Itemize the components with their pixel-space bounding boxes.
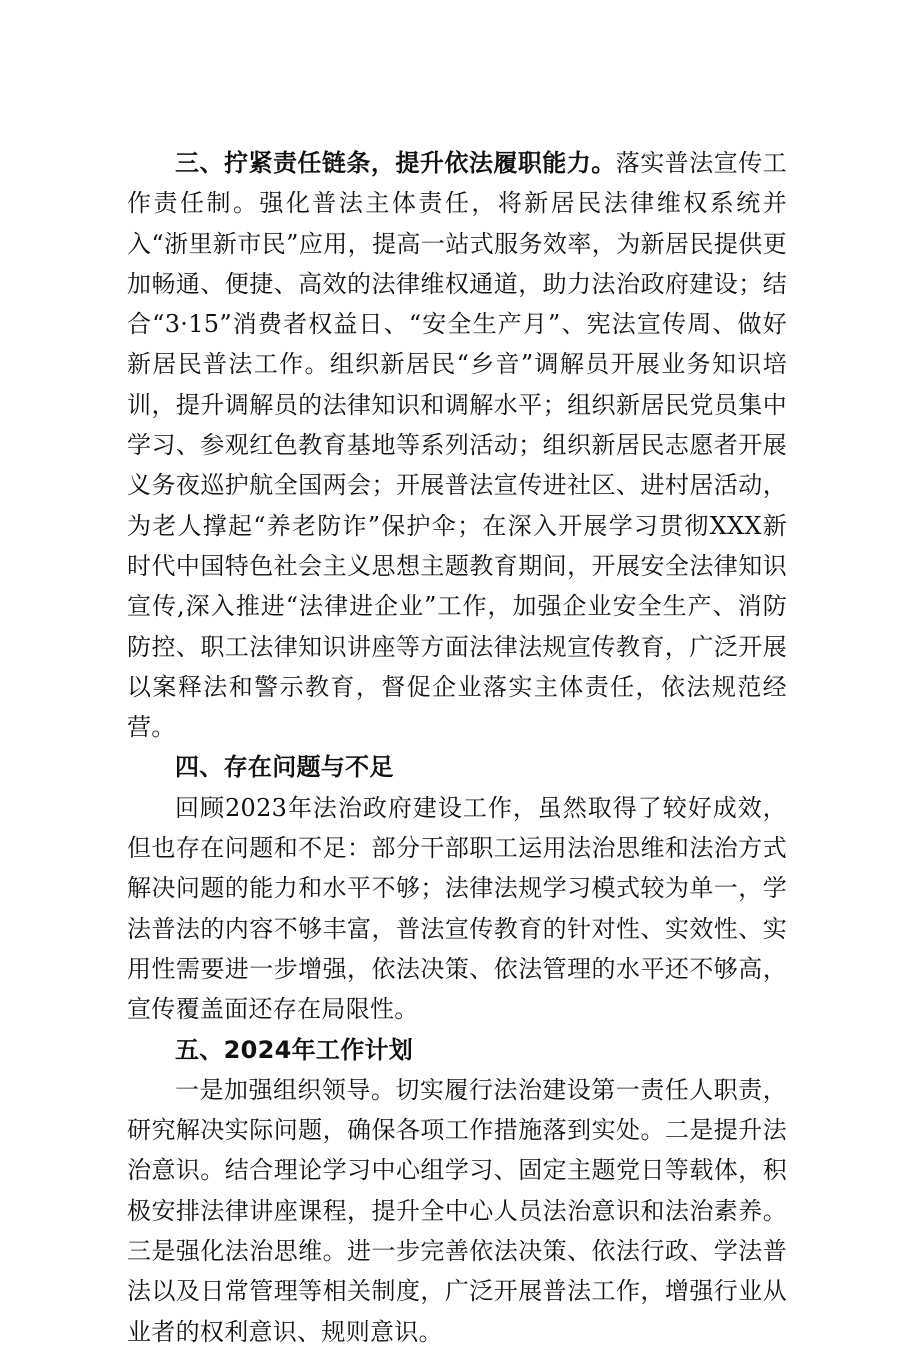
section-3-text: 落实普法宣传工作责任制。强化普法主体责任，将新居民法律维权系统并入“浙里新市民”应用，提高一站式服务效率，为新居民提供更加畅通、便捷、高效的法律维权通道，助力法治政府建设；结合“3·15”消费者权益日、“安全生产月”、宪法宣传周、做好新居民普法工作。组织新居民“乡音”调解员开展业务知识培训，提升调解员的法律知识和调解水平；组织新居民党员集中学习、参观红色教育基地等系列活动；组织新居民志愿者开展义务夜巡护航全国两会；开展普法宣传进社区、进村居活动，为老人撑起“养老防诈”保护伞；在深入开展学习贯彻XXX新时代中国特色社会主义思想主题教育期间，开展安全法律知识宣传,深入推进“法律进企业”工作，加强企业安全生产、消防防控、职工法律知识讲座等方面法律法规宣传教育，广泛开展以案释法和警示教育，督促企业落实主体责任，依法规范经营。: [127, 149, 787, 742]
section-3-paragraph: [127, 143, 787, 747]
section-3-heading: 三、拧紧责任链条，提升依法履职能力。: [175, 149, 616, 177]
section-4-heading: 四、存在问题与不足: [175, 753, 394, 782]
section-5-heading: 五、2024年工作计划: [175, 1035, 414, 1064]
document-body: [127, 143, 787, 1352]
section-5-text: 一是加强组织领导。切实履行法治建设第一责任人职责，研究解决实际问题，确保各项工作措施落到实处。二是提升法治意识。结合理论学习中心组学习、固定主题党日等载体，积极安排法律讲座课程，提升全中心人员法治意识和法治素养。三是强化法治思维。进一步完善依法决策、依法行政、学法普法以及日常管理等相关制度，广泛开展普法工作，增强行业从业者的权利意识、规则意识。: [127, 1075, 787, 1346]
section-4-text: 回顾2023年法治政府建设工作，虽然取得了较好成效，但也存在问题和不足：部分干部职工运用法治思维和法治方式解决问题的能力和水平不够；法律法规学习模式较为单一，学法普法的内容不够丰富，普法宣传教育的针对性、实效性、实用性需要进一步增强，依法决策、依法管理的水平还不够高，宣传覆盖面还存在局限性。: [127, 793, 787, 1024]
